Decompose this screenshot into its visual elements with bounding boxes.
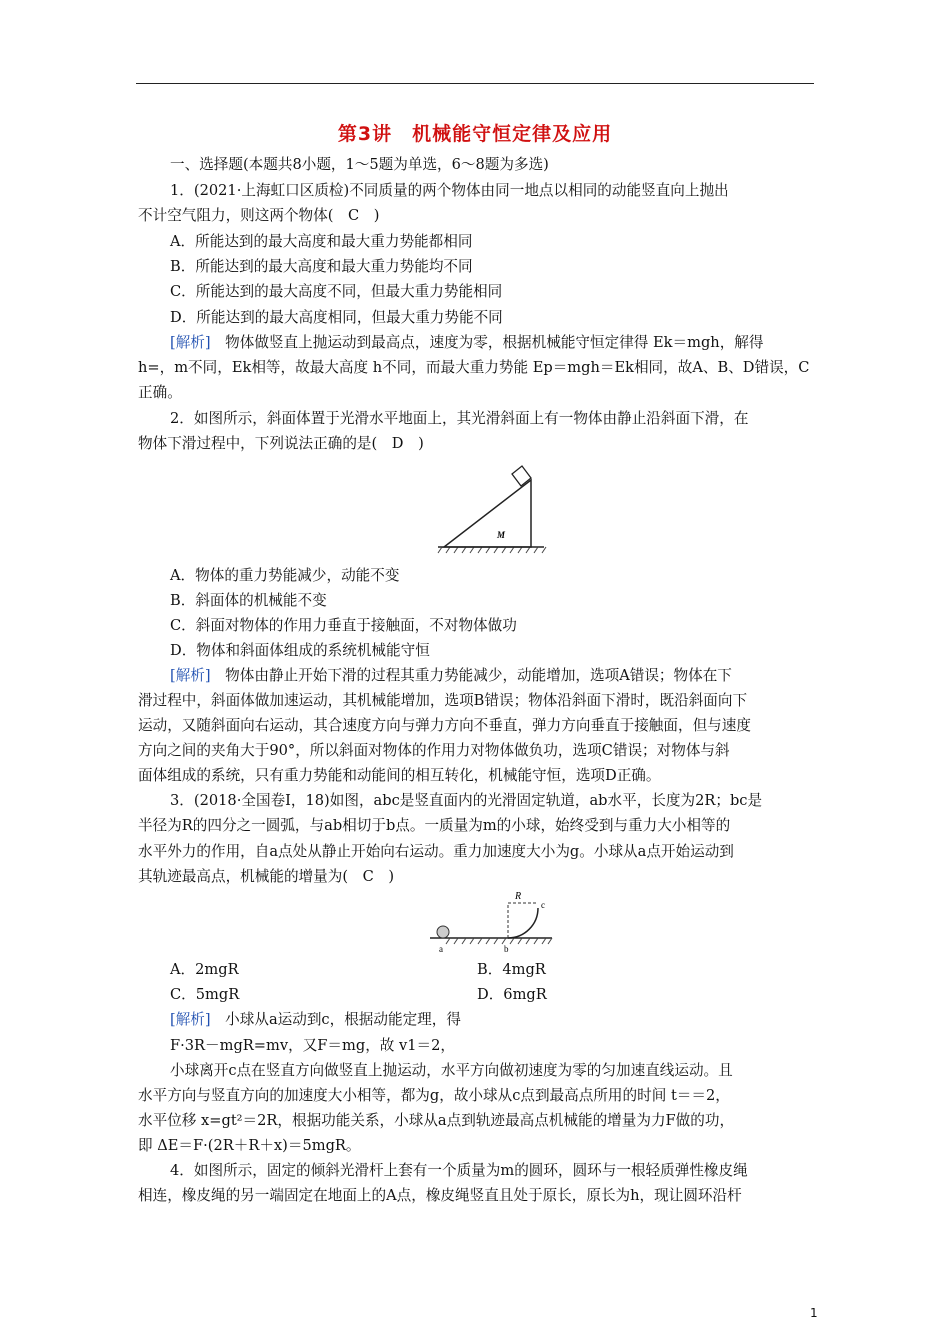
q2-stem-line-2: 物体下滑过程中，下列说法正确的是( D ): [138, 435, 424, 452]
q2-analysis-line-1: [170, 666, 732, 686]
page-title: 第3讲 机械能守恒定律及应用: [337, 123, 613, 145]
q1-analysis-line-2: h=，m不同，Ek相等，故最大高度 h不同，而最大重力势能 Ep＝mgh＝Ek相同，故A、B、D错误，C: [138, 359, 810, 376]
q1-analysis-line-3: 正确。: [138, 384, 182, 401]
track-figure: [428, 886, 554, 958]
ground-hatching: [438, 547, 546, 553]
q3-stem-line-2: 半径为R的四分之一圆弧，与ab相切于b点。一质量为m的小球，始终受到与重力大小相等的: [138, 817, 731, 834]
track-hatching: [446, 938, 552, 944]
q2-stem-line-1: 2．如图所示，斜面体置于光滑水平地面上，其光滑斜面上有一物体由静止沿斜面下滑，在: [170, 410, 749, 427]
label-b: b: [504, 944, 509, 954]
quarter-arc: [508, 908, 538, 938]
section-header: 一、选择题(本题共8小题，1～5题为单选，6～8题为多选): [170, 156, 549, 173]
q3-stem-line-4: 其轨迹最高点，机械能的增量为( C ): [138, 868, 395, 885]
q3-option-a: A．2mgR: [170, 961, 239, 978]
q3-stem-line-3: 水平外力的作用，自a点处从静止开始向右运动。重力加速度大小为g。小球从a点开始运动到: [138, 843, 734, 860]
q1-option-b: B．所能达到的最大高度和最大重力势能均不同: [170, 258, 473, 275]
ball: [437, 926, 449, 938]
label-r: R: [515, 891, 522, 902]
incline-wedge: [444, 480, 531, 547]
page-number: 1: [810, 1306, 818, 1320]
q2-analysis-line-4: 方向之间的夹角大于90°，所以斜面对物体的作用力对物体做负功，选项C错误；对物体与斜: [138, 742, 730, 759]
q3-analysis-line-4: 水平方向与竖直方向的加速度大小相等，都为g，故小球从c点到最高点所用的时间 t＝＝2，: [138, 1087, 730, 1104]
q2-analysis-line-5: 面体组成的系统，只有重力势能和动能间的相互转化，机械能守恒，选项D正确。: [138, 767, 661, 784]
q2-option-c: C．斜面对物体的作用力垂直于接触面，不对物体做功: [170, 617, 517, 634]
q4-stem-line-2: 相连，橡皮绳的另一端固定在地面上的A点，橡皮绳竖直且处于原长，原长为h，现让圆环沿杆: [138, 1187, 742, 1204]
q2-analysis-line-3: 运动，又随斜面向右运动，其合速度方向与弹力方向不垂直，弹力方向垂直于接触面，但与速度: [138, 717, 751, 734]
header-rule: [136, 83, 814, 84]
q3-analysis-line-3: 小球离开c点在竖直方向做竖直上抛运动，水平方向做初速度为零的匀加速直线运动。且: [170, 1062, 733, 1079]
label-a: a: [439, 944, 443, 954]
label-c: c: [541, 900, 545, 910]
q1-analysis-text: 物体做竖直上抛运动到最高点，速度为零，根据机械能守恒定律得 Ek＝mgh，解得: [210, 334, 764, 351]
q3-analysis-line-6: 即 ΔE＝F·(2R＋R＋x)＝5mgR。: [138, 1137, 361, 1154]
q1-option-c: C．所能达到的最大高度不同，但最大重力势能相同: [170, 283, 503, 300]
q3-analysis-line-2: F·3R－mgR=mv，又F＝mg，故 v1＝2，: [170, 1037, 456, 1054]
q3-option-d: D．6mgR: [477, 986, 547, 1003]
q3-analysis-line-5: 水平位移 x=gt²＝2R，根据功能关系，小球从a点到轨迹最高点机械能的增量为力F做的功，: [138, 1112, 735, 1129]
q4-stem-line-1: 4．如图所示，固定的倾斜光滑杆上套有一个质量为m的圆环，圆环与一根轻质弹性橡皮绳: [170, 1162, 748, 1179]
q1-option-a: A．所能达到的最大高度和最大重力势能都相同: [170, 233, 473, 250]
q1-analysis-line-1: [170, 333, 763, 353]
q2-analysis-line-2: 滑过程中，斜面体做加速运动，其机械能增加，选项B错误；物体沿斜面下滑时，既沿斜面向下: [138, 692, 748, 709]
q2-analysis-text: 物体由静止开始下滑的过程其重力势能减少，动能增加，选项A错误；物体在下: [210, 667, 732, 684]
q1-analysis-tag: [解析]: [170, 334, 211, 351]
q1-option-d: D．所能达到的最大高度相同，但最大重力势能不同: [170, 309, 503, 326]
incline-figure: [436, 458, 548, 554]
q3-option-c: C．5mgR: [170, 986, 240, 1003]
q3-analysis-text: 小球从a运动到c，根据动能定理，得: [210, 1011, 461, 1028]
q3-stem-line-1: 3．(2018·全国卷Ⅰ，18)如图，abc是竖直面内的光滑固定轨道，ab水平，长度为2R；bc是: [170, 792, 763, 809]
q1-stem-line-2: 不计空气阻力，则这两个物体( C ): [138, 207, 380, 224]
q3-analysis-line-1: [170, 1010, 461, 1030]
q1-stem-line-1: 1．(2021·上海虹口区质检)不同质量的两个物体由同一地点以相同的动能竖直向上抛出: [170, 182, 729, 199]
q2-option-d: D．物体和斜面体组成的系统机械能守恒: [170, 642, 430, 659]
q2-option-b: B．斜面体的机械能不变: [170, 592, 327, 609]
q3-option-b: B．4mgR: [477, 961, 546, 978]
wedge-label-m: M: [497, 530, 506, 540]
q2-analysis-tag: [解析]: [170, 667, 211, 684]
q2-option-a: A．物体的重力势能减少，动能不变: [170, 567, 400, 584]
q3-analysis-tag: [解析]: [170, 1011, 211, 1028]
